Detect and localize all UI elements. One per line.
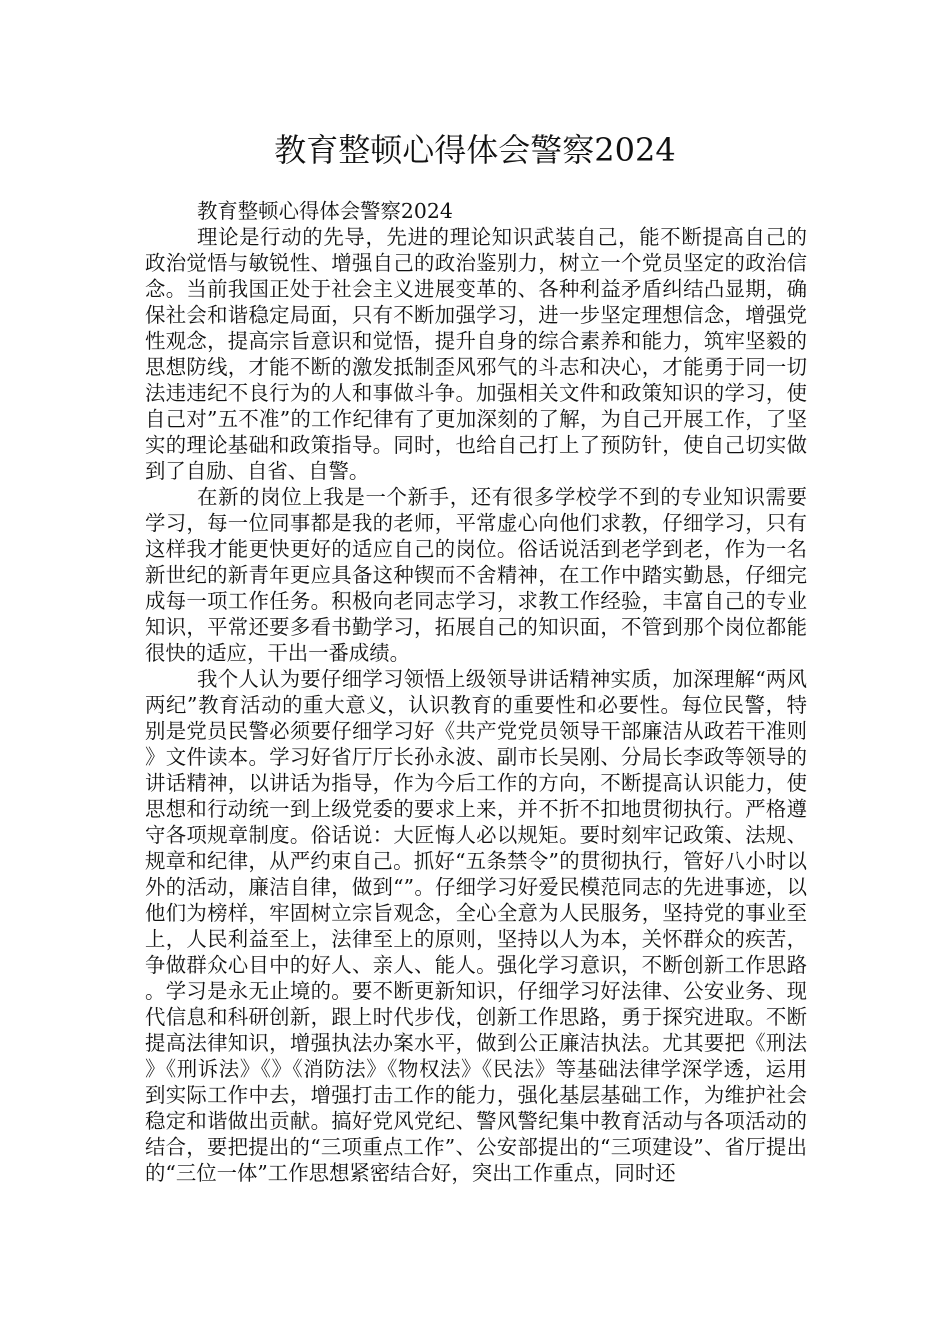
paragraph-subtitle: 教育整顿心得体会警察2024 (197, 199, 453, 223)
paragraph-study-spirit: 我个人认为要仔细学习领悟上级领导讲话精神实质，加深理解“两风两纪”教育活动的重大意义，认识教育的重要性和必要性。每位民警，特别是党员民警必须要仔细学习好《共产党党员领导干部廉洁从政若干准则》文件读本。学习好省厅厅长孙永波、副市长吴刚、分局长李政等领导的讲话精神，以讲话为指导，作为今后工作的方向，不断提高认识能力，使思想和行动统一到上级党委的要求上来，并不折不扣地贯彻执行。严格遵守各项规章制度。俗话说：大匠悔人必以规矩。要时刻牢记政策、法规、规章和纪律，从严约束自己。抓好“五条禁令”的贯彻执行，管好八小时以外的活动，廉洁自律，做到“”。仔细学习好爱民模范同志的先进事迹，以他们为榜样，牢固树立宗旨观念，全心全意为人民服务，坚持党的事业至上，人民利益至上，法律至上的原则，坚持以人为本，关怀群众的疾苦，争做群众心目中的好人、亲人、能人。强化学习意识，不断创新工作思路。学习是永无止境的。要不断更新知识，仔细学习好法律、公安业务、现代信息和科研创新，跟上时代步伐，创新工作思路，勇于探究进取。不断提高法律知识，增强执法办案水平，做到公正廉洁执法。尤其要把《刑法》《刑诉法》《》《消防法》《物权法》《民法》等基础法律学深学透，运用到实际工作中去，增强打击工作的能力，强化基层基础工作，为维护社会稳定和谐做出贡献。搞好党风党纪、警风警纪集中教育活动与各项活动的结合，要把提出的“三项重点工作”、公安部提出的“三项建设”、省厅提出的“三位一体”工作思想紧密结合好，突出工作重点，同时还 (145, 667, 807, 1185)
paragraph-theory: 理论是行动的先导，先进的理论知识武装自己，能不断提高自己的政治觉悟与敏锐性、增强自己的政治鉴别力，树立一个党员坚定的政治信念。当前我国正处于社会主义进展变革的、各种利益矛盾纠结凸显期，确保社会和谐稳定局面，只有不断加强学习，进一步坚定理想信念，增强党性观念，提高宗旨意识和觉悟，提升自身的综合素养和能力，筑牢坚毅的思想防线，才能不断的激发抵制歪风邪气的斗志和决心，才能勇于同一切法违违纪不良行为的人和事做斗争。加强相关文件和政策知识的学习，使自己对”五不准”的工作纪律有了更加深刻的了解，为自己开展工作，了坚实的理论基础和政策指导。同时，也给自己打上了预防针，使自己切实做到了自励、自省、自警。 (145, 225, 807, 483)
document-title: 教育整顿心得体会警察2024 (274, 131, 676, 169)
paragraph-new-post: 在新的岗位上我是一个新手，还有很多学校学不到的专业知识需要学习，每一位同事都是我的老师，平常虚心向他们求教，仔细学习，只有这样我才能更快更好的适应自己的岗位。俗话说活到老学到老，作为一名新世纪的新青年更应具备这种锲而不舍精神，在工作中踏实勤恳，仔细完成每一项工作任务。积极向老同志学习，求教工作经验，丰富自己的专业知识，平常还要多看书勤学习，拓展自己的知识面，不管到那个岗位都能很快的适应，干出一番成绩。 (145, 485, 807, 665)
document-body (145, 198, 807, 1186)
